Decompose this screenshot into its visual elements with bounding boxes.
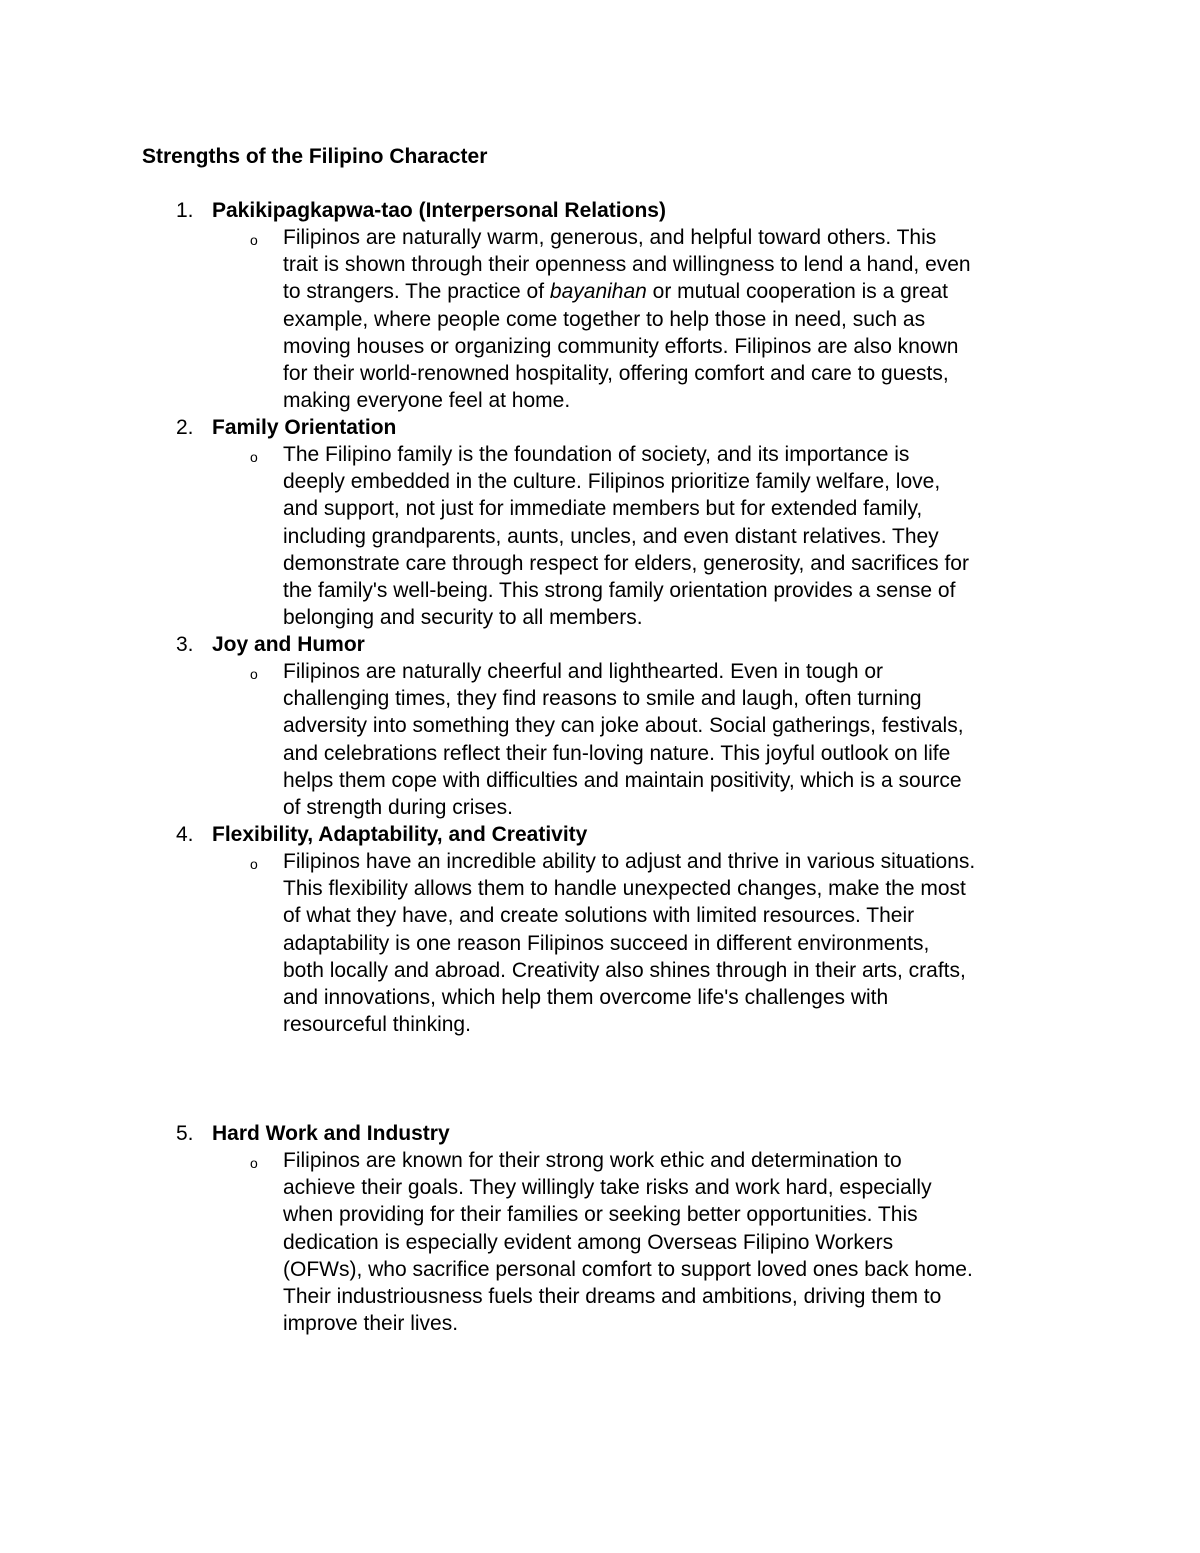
bullet-icon: o <box>250 666 258 682</box>
text-line: The Filipino family is the foundation of society, and its importance is <box>283 443 910 466</box>
bullet-icon: o <box>250 1155 258 1171</box>
text-line: Filipinos have an incredible ability to adjust and thrive in various situations. <box>283 850 976 873</box>
text-line: of what they have, and create solutions with limited resources. Their <box>283 904 915 928</box>
item-number: 2. <box>176 416 194 439</box>
text-line: and support, not just for immediate members but for extended family, <box>283 497 923 521</box>
text-line: deeply embedded in the culture. Filipinos prioritize family welfare, love, <box>283 470 941 494</box>
text-line: adversity into something they can joke about. Social gatherings, festivals, <box>283 714 964 738</box>
text-line: both locally and abroad. Creativity also shines through in their arts, crafts, <box>283 958 966 982</box>
text-line: dedication is especially evident among Overseas Filipino Workers <box>283 1230 894 1254</box>
item-number: 5. <box>176 1122 194 1145</box>
text-line: demonstrate care through respect for elders, generosity, and sacrifices for <box>283 551 969 575</box>
text-line: including grandparents, aunts, uncles, and even distant relatives. They <box>283 524 939 548</box>
italic-term: bayanihan <box>549 280 647 304</box>
item-number: 1. <box>176 199 194 222</box>
text-line: of strength during crises. <box>283 796 513 820</box>
item-heading: Joy and Humor <box>212 633 365 656</box>
bullet-icon: o <box>250 232 258 248</box>
item-description <box>283 224 1073 414</box>
text-line: achieve their goals. They willingly take risks and work hard, especially <box>283 1176 932 1200</box>
item-description <box>283 658 1073 821</box>
text-fragment: or mutual cooperation is a great <box>646 280 949 304</box>
item-description <box>283 441 1073 631</box>
text-line: Filipinos are naturally cheerful and lighthearted. Even in tough or <box>283 660 884 683</box>
text-line: Filipinos are naturally warm, generous, and helpful toward others. This <box>283 226 937 249</box>
text-line: challenging times, they find reasons to smile and laugh, often turning <box>283 687 922 711</box>
text-line <box>283 278 1073 305</box>
text-line: (OFWs), who sacrifice personal comfort to support loved ones back home. <box>283 1257 973 1281</box>
text-line: Filipinos are known for their strong work ethic and determination to <box>283 1149 902 1172</box>
item-heading: Family Orientation <box>212 416 397 439</box>
text-line: This flexibility allows them to handle unexpected changes, make the most <box>283 877 966 901</box>
text-line: belonging and security to all members. <box>283 606 643 630</box>
text-line: resourceful thinking. <box>283 1013 471 1037</box>
text-line: when providing for their families or seeking better opportunities. This <box>283 1203 918 1227</box>
item-number: 3. <box>176 633 194 656</box>
item-heading: Flexibility, Adaptability, and Creativity <box>212 823 588 846</box>
text-line: example, where people come together to help those in need, such as <box>283 307 926 331</box>
text-line: trait is shown through their openness and willingness to lend a hand, even <box>283 253 971 277</box>
text-line: improve their lives. <box>283 1312 459 1336</box>
text-line: the family's well-being. This strong family orientation provides a sense of <box>283 579 956 603</box>
text-line: and innovations, which help them overcome life's challenges with <box>283 986 889 1010</box>
bullet-icon: o <box>250 449 258 465</box>
text-line: moving houses or organizing community efforts. Filipinos are also known <box>283 334 959 358</box>
item-heading: Pakikipagkapwa-tao (Interpersonal Relations) <box>212 199 666 222</box>
bullet-icon: o <box>250 856 258 872</box>
document-title: Strengths of the Filipino Character <box>142 145 488 168</box>
text-line: and celebrations reflect their fun-loving nature. This joyful outlook on life <box>283 741 951 765</box>
text-fragment: to strangers. The practice of <box>283 280 550 304</box>
text-line: for their world-renowned hospitality, offering comfort and care to guests, <box>283 362 949 386</box>
text-line: Their industriousness fuels their dreams and ambitions, driving them to <box>283 1285 942 1309</box>
text-line: helps them cope with difficulties and maintain positivity, which is a source <box>283 768 962 792</box>
text-line: making everyone feel at home. <box>283 389 571 413</box>
item-description <box>283 848 1073 1038</box>
item-number: 4. <box>176 823 194 846</box>
text-line: adaptability is one reason Filipinos succeed in different environments, <box>283 931 930 955</box>
item-heading: Hard Work and Industry <box>212 1122 450 1145</box>
item-description <box>283 1147 1073 1337</box>
